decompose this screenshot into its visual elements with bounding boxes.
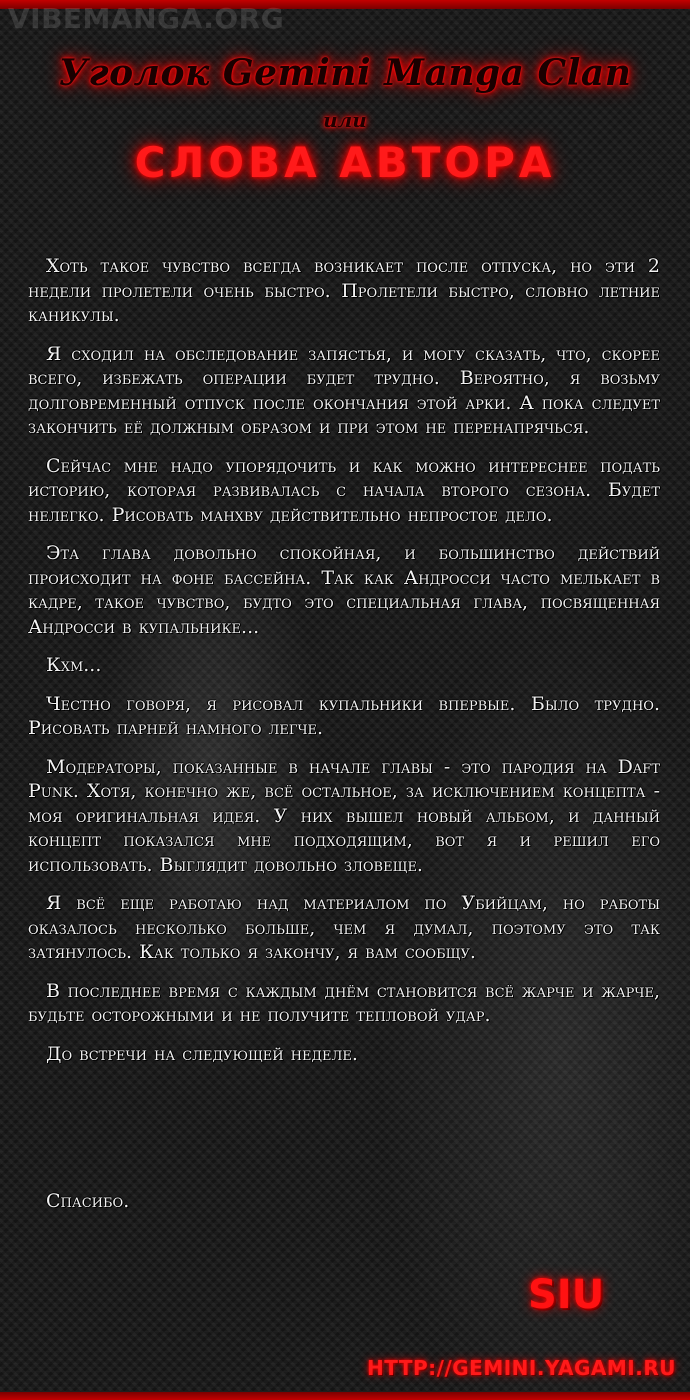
paragraph: Эта глава довольно спокойная, и большинство действий происходит на фоне бассейна. Так как Андросси часто мелькает в кадре, такое чувство, будто это специальная глава, посвященная Андросси в купальнике... bbox=[28, 542, 660, 638]
paragraph: Кхм... bbox=[46, 654, 102, 676]
paragraph: Честно говоря, я рисовал купальники впервые. Было трудно. Рисовать парней намного легче. bbox=[28, 692, 660, 739]
site-link[interactable]: HTTP://GEMINI.YAGAMI.RU bbox=[367, 1356, 676, 1380]
paragraph: Хоть такое чувство всегда возникает после отпуска, но эти 2 недели пролетели очень быстро. Пролетели быстро, словно летние каникулы. bbox=[28, 255, 660, 326]
paragraph: Модераторы, показанные в начале главы - это пародия на Daft Punk. Хотя, конечно же, всё остальное, за исключением концепта - моя оригинальная идея. У них вышел новый альбом, и данный концепт показался мне подходящим, вот я и решил его использовать. Выглядит довольно зловеще. bbox=[28, 755, 660, 876]
page-subtitle: или bbox=[323, 108, 367, 132]
watermark: VIBEMANGA.ORG bbox=[8, 2, 285, 35]
paragraph: Сейчас мне надо упорядочить и как можно интереснее подать историю, которая развивалась с начала второго сезона. Будет нелегко. Рисовать манхву действительно непростое дело. bbox=[28, 454, 660, 526]
paragraph: Я всё еще работаю над материалом по Убийцам, но работы оказалось несколько больше, чем я думал, поэтому это так затянулось. Как только я закончу, я вам сообщу. bbox=[28, 892, 660, 963]
paragraph: До встречи на следующей неделе. bbox=[46, 1042, 358, 1065]
bottom-red-border bbox=[0, 1392, 690, 1400]
closing-thanks: Спасибо. bbox=[46, 1190, 130, 1212]
author-note-body bbox=[28, 254, 660, 1080]
paragraph: Я сходил на обследование запястья, и могу сказать, что, скорее всего, избежать операции будет трудно. Вероятно, я возьму долговременный отпуск после окончания этой арки. А пока следует закончить её должным образом и при этом не перенапрячься. bbox=[28, 342, 660, 438]
author-signature: SIU bbox=[528, 1272, 605, 1318]
page-heading: СЛОВА АВТОРА bbox=[134, 138, 556, 187]
paragraph: В последнее время с каждым днём становится всё жарче и жарче, будьте осторожными и не получите тепловой удар. bbox=[28, 979, 660, 1026]
page-title: Уголок Gemini Manga Clan bbox=[58, 52, 632, 94]
